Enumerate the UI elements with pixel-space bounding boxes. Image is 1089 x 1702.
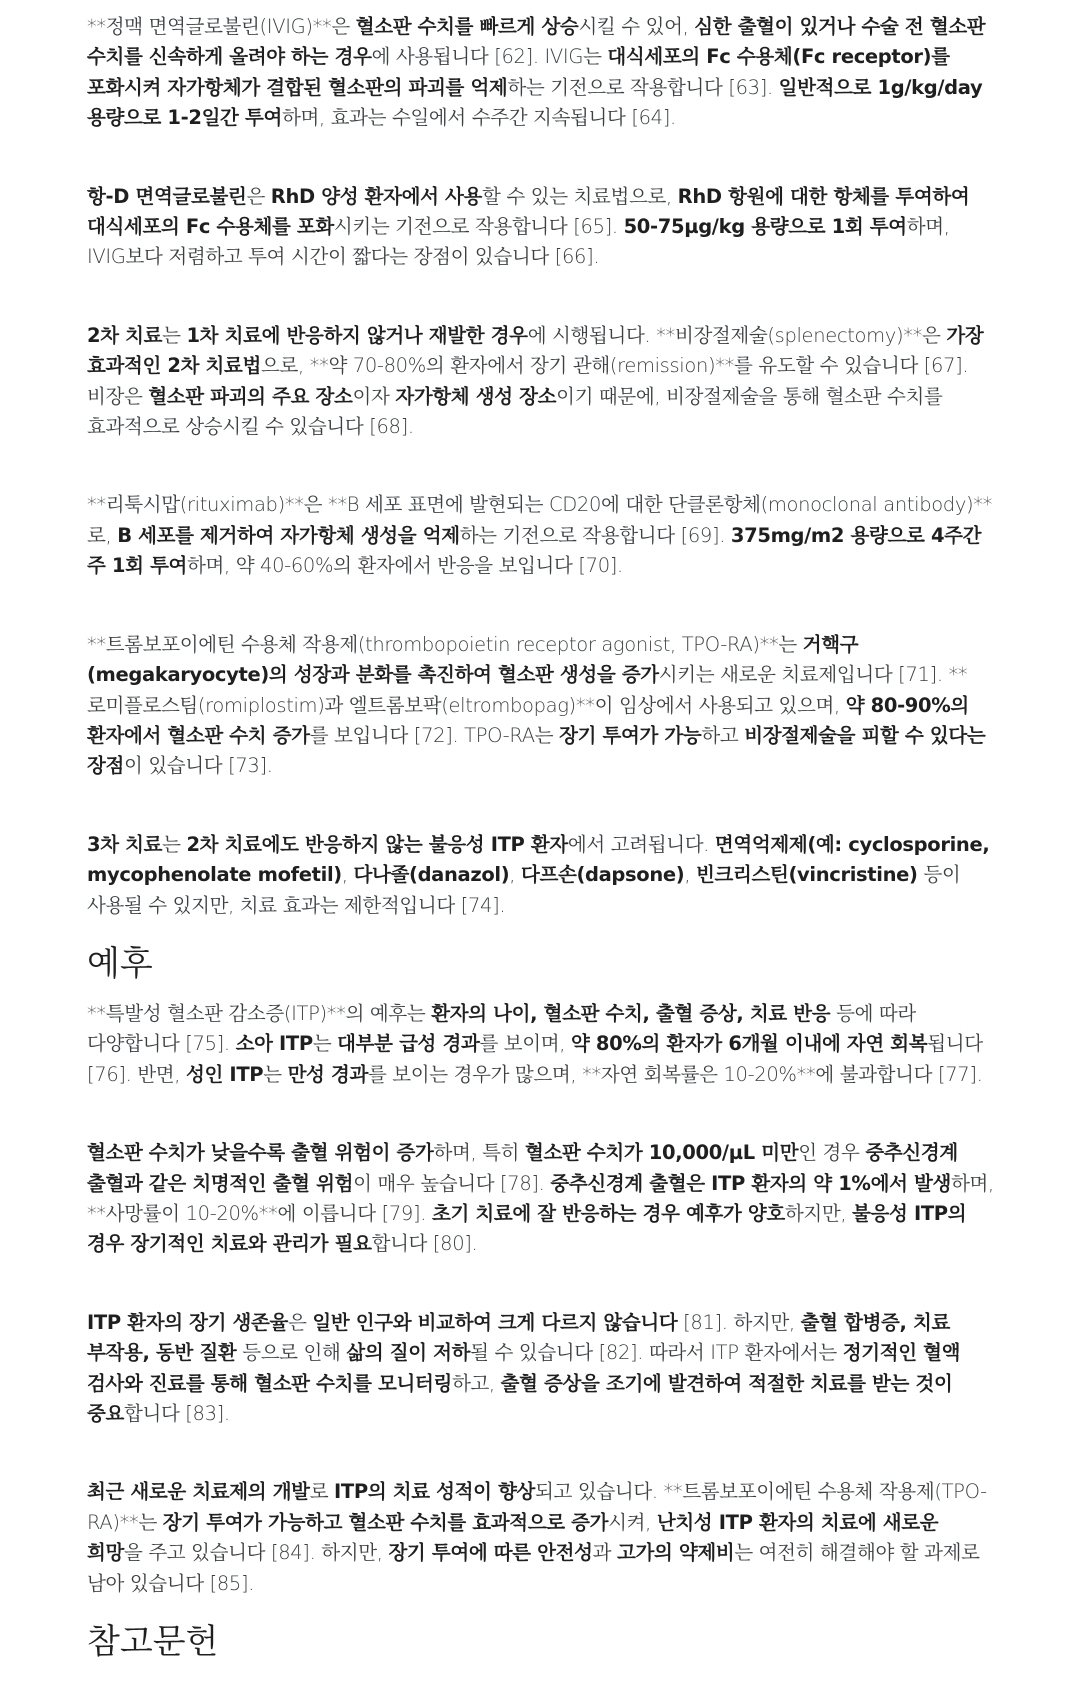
section-heading-references: 참고문헌 bbox=[87, 1622, 219, 1663]
bold-text-run: ITP 환자의 장기 생존율 bbox=[87, 1310, 289, 1334]
text-run: **리툭시맙(rituximab)**은 **B 세포 표면에 발현되는 CD20에 대한 단클론항체(monoclonal antibody)**로, bbox=[87, 493, 993, 547]
text-run: 하고, bbox=[451, 1371, 501, 1395]
text-run: 는 bbox=[312, 1032, 338, 1056]
text-run: 이자 bbox=[352, 384, 396, 408]
text-run: 하며, 특히 bbox=[433, 1141, 525, 1165]
bold-text-run: 만성 경과 bbox=[287, 1062, 368, 1086]
bold-text-run: 초기 치료에 잘 반응하는 경우 예후가 양호 bbox=[431, 1201, 785, 1225]
paragraph-third-line bbox=[87, 830, 999, 921]
text-run: **특발성 혈소판 감소증(ITP)**의 예후는 bbox=[87, 1001, 432, 1025]
paragraph-gap bbox=[87, 1260, 999, 1308]
paragraph-ivig bbox=[87, 12, 999, 134]
bold-text-run: 출혈 합병증, 치료 부작용, 동반 질환 bbox=[87, 1310, 951, 1365]
text-run: 과 bbox=[592, 1541, 617, 1565]
text-run: 을 주고 있습니다 [84]. 하지만, bbox=[123, 1541, 389, 1565]
text-run: 시킬 수 있어, bbox=[578, 15, 695, 38]
paragraph-gap bbox=[87, 442, 999, 490]
text-run: 은 bbox=[246, 184, 271, 208]
paragraph-bleeding-risk bbox=[87, 1138, 999, 1260]
document-body bbox=[87, 12, 999, 1665]
section-heading-prognosis: 예후 bbox=[87, 943, 153, 984]
text-run: 하며, 약 40-60%의 환자에서 반응을 보입니다 [70]. bbox=[187, 554, 623, 578]
bold-text-run: 장기 투여에 따른 안전성 bbox=[388, 1541, 593, 1565]
bold-text-run: 비장절제술을 피할 수 있다는 장점 bbox=[87, 723, 986, 778]
text-run: 합니다 [80]. bbox=[371, 1232, 478, 1256]
text-run: 은 bbox=[288, 1310, 313, 1334]
text-run: 하며, 효과는 수일에서 수주간 지속됩니다 [64]. bbox=[281, 106, 676, 130]
paragraph-long-term-survival bbox=[87, 1308, 999, 1430]
text-run: , bbox=[509, 863, 521, 887]
bold-text-run: 면역억제제(예: cyclosporine, mycophenolate mofetil) bbox=[87, 832, 990, 887]
bold-text-run: 3차 치료 bbox=[87, 832, 163, 856]
bold-text-run: 거핵구(megakaryocyte)의 성장과 분화를 촉진하여 혈소판 생성을 증가 bbox=[87, 632, 859, 687]
bold-text-run: 삶의 질이 저하 bbox=[346, 1341, 471, 1365]
bold-text-run: RhD 양성 환자에서 사용 bbox=[270, 184, 483, 208]
bold-text-run: 일반 인구와 비교하여 크게 다르지 않습니다 bbox=[312, 1310, 678, 1334]
paragraph-second-line bbox=[87, 321, 999, 443]
bold-text-run: 고가의 약제비 bbox=[616, 1541, 735, 1565]
text-run: 이기 때문에, 비장절제술을 통해 혈소판 수치를 효과적으로 상승시킬 수 있습니다 [68]. bbox=[87, 384, 943, 439]
bold-text-run: 정기적인 혈액 검사와 진료를 통해 혈소판 수치를 모니터링 bbox=[87, 1341, 961, 1395]
text-run: 될 수 있습니다 [82]. 따라서 ITP 환자에서는 bbox=[470, 1341, 843, 1365]
bold-text-run: 대식세포의 Fc 수용체(Fc receptor)를 포화시켜 자가항체가 결합된 혈소판의 파괴를 억제 bbox=[87, 45, 950, 99]
bold-text-run: 성인 ITP bbox=[186, 1062, 264, 1086]
bold-text-run: 출혈 증상을 조기에 발견하여 적절한 치료를 받는 것이 중요 bbox=[87, 1371, 953, 1425]
bold-text-run: 가장 효과적인 2차 치료법 bbox=[87, 323, 984, 378]
text-run: 는 bbox=[162, 323, 187, 347]
text-run: 를 보입니다 [72]. TPO-RA는 bbox=[309, 723, 560, 747]
text-run: 는 여전히 해결해야 할 과제로 남아 있습니다 [85]. bbox=[87, 1541, 980, 1595]
text-run: 시켜, bbox=[608, 1510, 657, 1534]
bold-text-run: 일반적으로 1g/kg/day 용량으로 1-2일간 투여 bbox=[87, 75, 983, 130]
text-run: [81]. 하지만, bbox=[677, 1310, 801, 1334]
bold-text-run: 최근 새로운 치료제의 개발 bbox=[87, 1480, 310, 1504]
bold-text-run: 불응성 ITP의 경우 장기적인 치료와 관리가 필요 bbox=[87, 1201, 967, 1256]
text-run: 는 bbox=[263, 1062, 288, 1086]
text-run: 를 보이는 경우가 많으며, **자연 회복률은 10-20%**에 불과합니다 [77]. bbox=[367, 1062, 983, 1086]
text-run: 하는 기전으로 작용합니다 [63]. bbox=[507, 75, 779, 99]
paragraph-gap bbox=[87, 273, 999, 321]
bold-text-run: 2차 치료 bbox=[87, 323, 163, 347]
text-run: 등으로 인해 bbox=[236, 1341, 347, 1365]
text-run: , bbox=[684, 863, 697, 887]
bold-text-run: 2차 치료에도 반응하지 않는 불응성 ITP 환자 bbox=[186, 832, 568, 856]
bold-text-run: 장기 투여가 가능 bbox=[559, 723, 702, 747]
bold-text-run: 약 80-90%의 환자에서 혈소판 수치 증가 bbox=[87, 693, 969, 747]
bold-text-run: 375mg/m2 용량으로 4주간 주 1회 투여 bbox=[87, 523, 982, 578]
bold-text-run: ITP의 치료 성적이 향상 bbox=[334, 1480, 536, 1504]
bold-text-run: 약 80%의 환자가 6개월 이내에 자연 회복 bbox=[570, 1032, 928, 1056]
text-run: 에 시행됩니다. **비장절제술(splenectomy)**은 bbox=[527, 323, 947, 347]
text-run: 하며, **사망률이 10-20%**에 이릅니다 [79]. bbox=[87, 1171, 994, 1225]
text-run: 등이 사용될 수 있지만, 치료 효과는 제한적입니다 [74]. bbox=[87, 863, 961, 917]
bold-text-run: 50-75µg/kg 용량으로 1회 투여 bbox=[623, 215, 907, 239]
text-run: 시키는 새로운 치료제입니다 [71]. **로미플로스팀(romiplostim)과 엘트롬보팍(eltrombopag)**이 임상에서 사용되고 있으며, bbox=[87, 663, 968, 717]
bold-text-run: 다프손(dapsone) bbox=[520, 863, 685, 887]
bold-text-run: 난치성 ITP 환자의 치료에 새로운 희망 bbox=[87, 1510, 939, 1565]
text-run: 에서 고려됩니다. bbox=[567, 832, 715, 856]
paragraph-new-treatments bbox=[87, 1477, 999, 1599]
bold-text-run: RhD 항원에 대한 항체를 투여하여 대식세포의 Fc 수용체를 포화 bbox=[87, 184, 970, 239]
text-run: **트롬보포이에틴 수용체 작용제(thrombopoietin receptor agonist, TPO-RA)**는 bbox=[87, 632, 803, 656]
bold-text-run: 항-D 면역글로불린 bbox=[87, 184, 247, 208]
text-run: 합니다 [83]. bbox=[123, 1402, 230, 1425]
bold-text-run: 환자의 나이, 혈소판 수치, 출혈 증상, 치료 반응 bbox=[431, 1001, 831, 1025]
bold-text-run: 혈소판 수치가 10,000/µL 미만 bbox=[524, 1141, 799, 1165]
bold-text-run: 장기 투여가 가능하고 혈소판 수치를 효과적으로 증가 bbox=[162, 1510, 609, 1534]
bold-text-run: 혈소판 수치가 낮을수록 출혈 위험이 증가 bbox=[87, 1141, 434, 1165]
paragraph-gap bbox=[87, 782, 999, 830]
text-run: 는 bbox=[162, 832, 187, 856]
bold-text-run: 혈소판 수치를 빠르게 상승 bbox=[355, 15, 579, 38]
text-run: 를 보이며, bbox=[479, 1032, 571, 1056]
bold-text-run: B 세포를 제거하여 자가항체 생성을 억제 bbox=[117, 523, 460, 547]
text-run: 되고 있습니다. **트롬보포이에틴 수용체 작용제(TPO-RA)**는 bbox=[87, 1480, 987, 1534]
bold-text-run: 다나졸(danazol) bbox=[353, 863, 510, 887]
bold-text-run: 대부분 급성 경과 bbox=[337, 1032, 480, 1056]
text-run: 이 매우 높습니다 [78]. bbox=[353, 1171, 551, 1195]
text-run: **정맥 면역글로불린(IVIG)**은 bbox=[87, 15, 356, 38]
bold-text-run: 중추신경계 출혈은 ITP 환자의 약 1%에서 발생 bbox=[550, 1171, 952, 1195]
paragraph-gap bbox=[87, 1090, 999, 1138]
paragraph-rituximab bbox=[87, 490, 999, 581]
bold-text-run: 자가항체 생성 장소 bbox=[395, 384, 557, 408]
bold-text-run: 빈크리스틴(vincristine) bbox=[696, 863, 918, 887]
bold-text-run: 소아 ITP bbox=[235, 1032, 313, 1056]
text-run: 하고 bbox=[701, 723, 745, 747]
text-run: 하며, IVIG보다 저렴하고 투여 시간이 짧다는 장점이 있습니다 [66]. bbox=[87, 215, 950, 269]
paragraph-gap bbox=[87, 1429, 999, 1477]
paragraph-tpo-ra bbox=[87, 630, 999, 782]
paragraph-anti-d bbox=[87, 182, 999, 273]
text-run: 인 경우 bbox=[798, 1141, 866, 1165]
bold-text-run: 심한 출혈이 있거나 수술 전 혈소판 수치를 신속하게 올려야 하는 경우 bbox=[87, 15, 986, 69]
text-run: 등에 따라 다양합니다 [75]. bbox=[87, 1001, 916, 1056]
text-run: 에 사용됩니다 [62]. IVIG는 bbox=[371, 45, 608, 69]
bold-text-run: 중추신경계 출혈과 같은 치명적인 출혈 위험 bbox=[87, 1141, 958, 1195]
text-run: 할 수 있는 치료법으로, bbox=[482, 184, 678, 208]
text-run: 하는 기전으로 작용합니다 [69]. bbox=[459, 523, 731, 547]
bold-text-run: 혈소판 파괴의 주요 장소 bbox=[148, 384, 353, 408]
text-run: 이 있습니다 [73]. bbox=[123, 754, 273, 778]
text-run: , bbox=[341, 863, 354, 887]
text-run: 됩니다 [76]. 반면, bbox=[87, 1032, 983, 1086]
paragraph-prognosis-overview bbox=[87, 999, 999, 1090]
paragraph-gap bbox=[87, 134, 999, 182]
text-run: 으로, **약 70-80%의 환자에서 장기 관해(remission)**를 유도할 수 있습니다 [67]. 비장은 bbox=[87, 354, 969, 408]
bold-text-run: 1차 치료에 반응하지 않거나 재발한 경우 bbox=[186, 323, 528, 347]
text-run: 시키는 기전으로 작용합니다 [65]. bbox=[333, 215, 624, 239]
text-run: 하지만, bbox=[784, 1201, 853, 1225]
text-run: 로 bbox=[309, 1480, 335, 1504]
paragraph-gap bbox=[87, 582, 999, 630]
